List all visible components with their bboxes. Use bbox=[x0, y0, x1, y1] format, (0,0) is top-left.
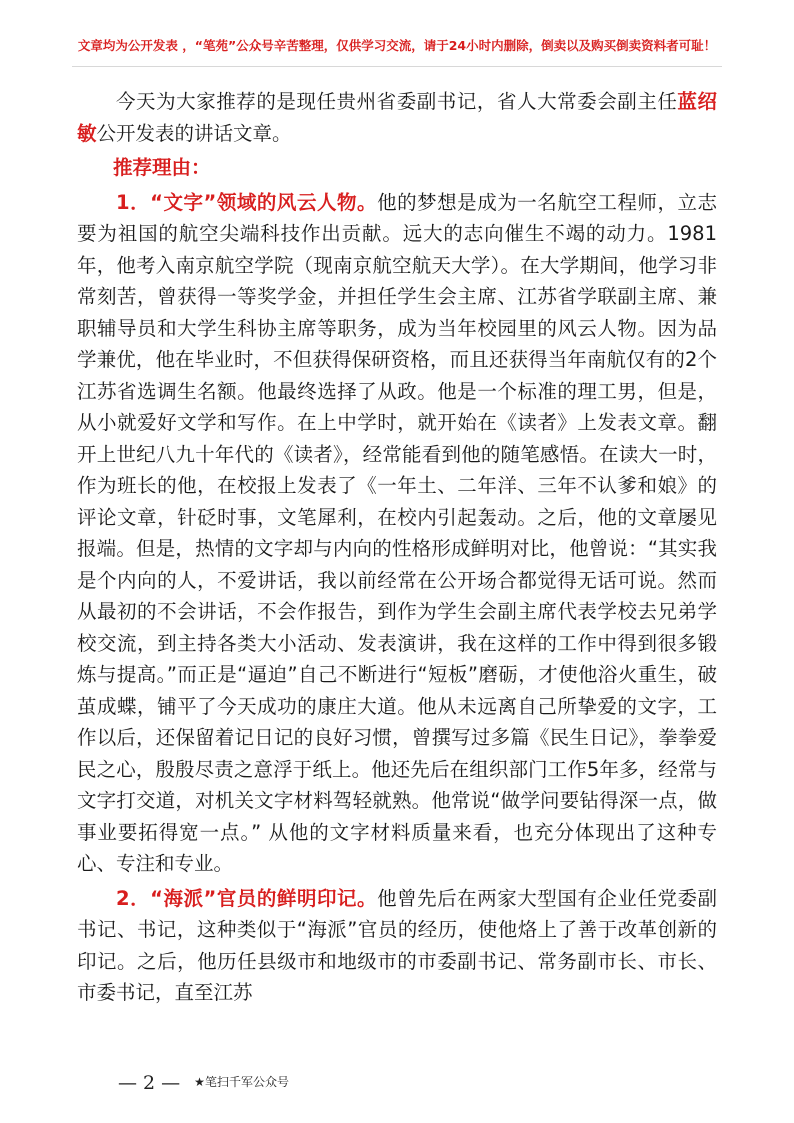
article-body bbox=[77, 86, 717, 1009]
section-2-title: 2．“海派”官员的鲜明印记。 bbox=[116, 886, 378, 910]
page-number: — 2 — bbox=[118, 1072, 181, 1094]
reasons-heading: 推荐理由： bbox=[113, 156, 211, 179]
section-1-title: 1．“文字”领域的风云人物。 bbox=[116, 190, 378, 214]
section-1-body: 他的梦想是成为一名航空工程师，立志要为祖国的航空尖端科技作出贡献。远大的志向催生不竭的动力。1981年，他考入南京航空学院（现南京航空航天大学）。在大学期间，他学习非常刻苦，曾获得一等奖学金，并担任学生会主席、江苏省学联副主席、兼职辅导员和大学生科协主席等职务，成为当年校园里的风云人物。因为品学兼优，他在毕业时，不但获得保研资格，而且还获得当年南航仅有的2个江苏省选调生名额。他最终选择了从政。他是一个标准的理工男，但是，从小就爱好文学和写作。在上中学时，就开始在《读者》上发表文章。翻开上世纪八九十年代的《读者》，经常能看到他的随笔感悟。在读大一时，作为班长的他，在校报上发表了《一年土、二年洋、三年不认爹和娘》的评论文章，针砭时事，文笔犀利，在校内引起轰动。之后，他的文章屡见报端。但是，热情的文字却与内向的性格形成鲜明对比，他曾说：“其实我是个内向的人，不爱讲话，我以前经常在公开场合都觉得无话可说。然而从最初的不会讲话，不会作报告，到作为学生会副主席代表学校去兄弟学校交流，到主持各类大小活动、发表演讲，我在这样的工作中得到很多锻炼与提高。”而正是“逼迫”自己不断进行“短板”磨砺，才使他浴火重生，破茧成蝶，铺平了今天成功的康庄大道。他从未远离自己所挚爱的文字，工作以后，还保留着记日记的良好习惯，曾撰写过多篇《民生日记》，拳拳爱民之心，殷殷尽责之意浮于纸上。他还先后在组织部门工作5年多，经常与文字打交道，对机关文字材料驾轻就熟。他常说“做学问要钻得深一点，做事业要拓得宽一点。” 从他的文字材料质量来看，也充分体现出了这种专心、专注和专业。 bbox=[77, 190, 717, 875]
section-2-body: 他曾先后在两家大型国有企业任党委副书记、书记，这种类似于“海派”官员的经历，使他烙上了善于改革创新的印记。之后，他历任县级市和地级市的市委副书记、常务副市长、市长、市委书记，直至江苏 bbox=[77, 886, 717, 1004]
page-footer bbox=[118, 1072, 289, 1094]
section-2-paragraph bbox=[77, 883, 717, 1009]
section-1-paragraph bbox=[77, 187, 717, 880]
person-name: 蓝绍敏 bbox=[77, 90, 717, 145]
footer-brand: 笔扫千军公众号 bbox=[204, 1075, 289, 1089]
banner-divider bbox=[72, 66, 722, 67]
copyright-banner: 文章均为公开发表 ，“笔苑”公众号辛苦整理，仅供学习交流，请于24小时内删除，倒卖以及购买倒卖资料者可耻！ bbox=[77, 38, 717, 53]
intro-paragraph bbox=[77, 86, 717, 149]
intro-text-after: 公开发表的讲话文章。 bbox=[96, 121, 292, 145]
intro-text-before: 今天为大家推荐的是现任贵州省委副书记，省人大常委会副主任 bbox=[116, 90, 678, 113]
star-icon: ★ bbox=[194, 1075, 205, 1089]
